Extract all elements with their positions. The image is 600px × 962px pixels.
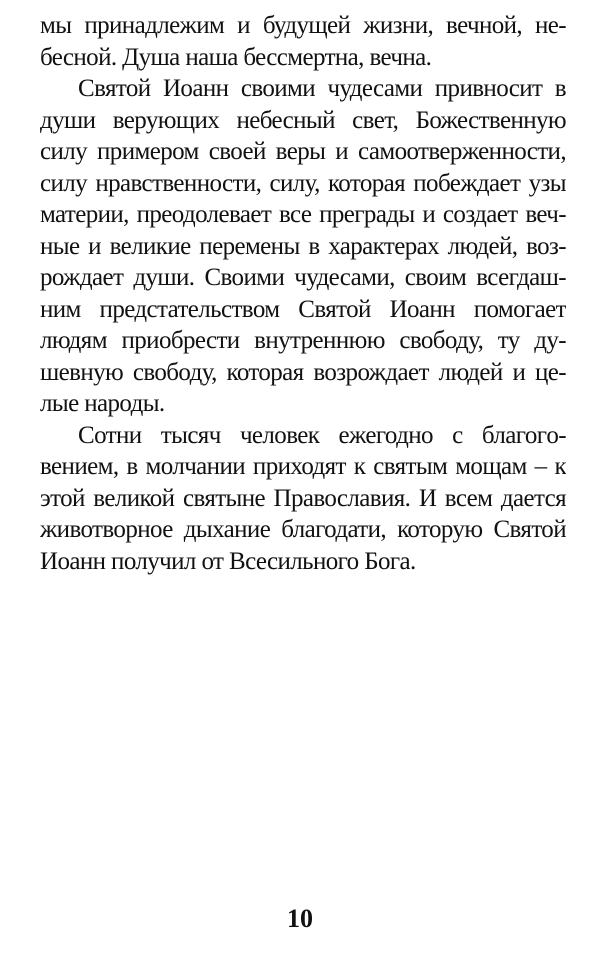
text-line: Иоанн получил от Всесильного Бога.	[40, 547, 416, 575]
body-text	[40, 10, 566, 577]
text-line: лые народы.	[40, 390, 165, 417]
text-line: животворное дыхание благодати, которую Святой	[40, 516, 566, 543]
text-line: силу нравственности, силу, которая побеждает узы	[40, 169, 566, 197]
text-line: людям приобрести внутреннюю свободу, ту ду-	[40, 327, 566, 354]
text-line: Святой Иоанн своими чудесами привносит в	[78, 75, 566, 102]
text-line: вением, в молчании приходят к святым мощам – к	[40, 453, 566, 480]
text-line: Сотни тысяч человек ежегодно с благогo-	[78, 421, 566, 449]
text-line: этой великой святыне Православия. И всем дается	[40, 484, 566, 512]
text-line: мы принадлежим и будущей жизни, вечной, не-	[40, 12, 566, 39]
text-line: шевную свободу, которая возрождает людей и це-	[40, 358, 566, 386]
text-line: рождает души. Своими чудесами, своим всегдаш-	[40, 264, 566, 291]
text-line: ним предстательством Святой Иоанн помогает	[40, 295, 566, 323]
text-line: ные и великие перемены в характерах людей, воз-	[40, 232, 566, 260]
text-line: материи, преодолевает все преграды и создает веч-	[40, 201, 566, 228]
text-line: силу примером своей веры и самоотверженности,	[40, 138, 566, 165]
text-line: души верующих небесный свет, Божественную	[40, 106, 566, 134]
text-line: бесной. Душа наша бессмертна, вечна.	[40, 43, 432, 71]
page-number: 10	[287, 904, 313, 933]
